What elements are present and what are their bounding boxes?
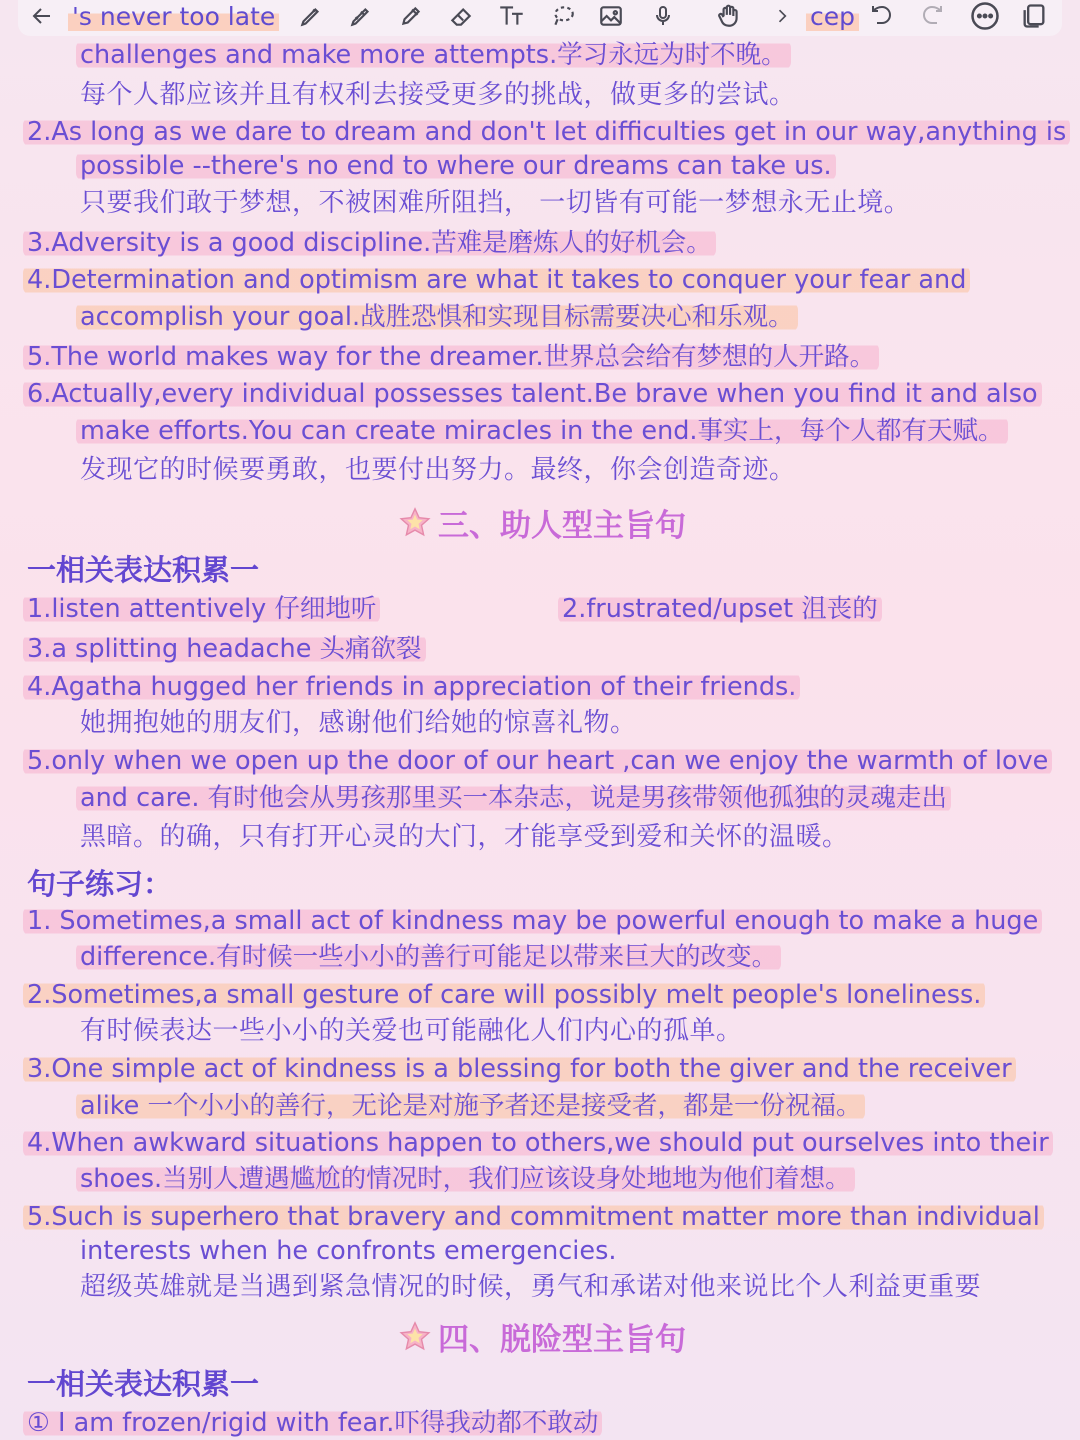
hand-icon[interactable] bbox=[712, 0, 746, 32]
note-line: 4.Agatha hugged her friends in appreciation of their friends. bbox=[27, 670, 800, 704]
more-icon[interactable] bbox=[966, 0, 1004, 32]
note-line: alike 一个小小的善行，无论是对施予者还是接受者，都是一份祝福。 bbox=[80, 1089, 865, 1123]
note-line: shoes.当别人遭遇尴尬的情况时，我们应该设身处地地为他们着想。 bbox=[80, 1162, 855, 1196]
note-line: 2.frustrated/upset 沮丧的 bbox=[562, 592, 882, 626]
note-line: 发现它的时候要勇敢，也要付出努力。最终，你会创造奇迹。 bbox=[80, 455, 796, 485]
back-arrow-icon[interactable] bbox=[26, 0, 58, 32]
note-line: 只要我们敢于梦想，不被困难所阻挡， 一切皆有可能一梦想永无止境。 bbox=[80, 188, 911, 218]
text-tool-icon[interactable] bbox=[494, 0, 530, 32]
toolbar bbox=[0, 0, 1080, 34]
chevron-right-icon[interactable] bbox=[768, 0, 796, 32]
section-title: 三、助人型主旨句 bbox=[398, 500, 686, 545]
expressions-heading: 一相关表达积累一 bbox=[27, 1367, 260, 1401]
note-line: 5.Such is superhero that bravery and commitment matter more than individual bbox=[27, 1200, 1044, 1234]
note-line: 有时候表达一些小小的关爱也可能融化人们内心的孤单。 bbox=[80, 1016, 743, 1046]
note-line: 2.As long as we dare to dream and don't let difficulties get in our way,anything is bbox=[27, 115, 1070, 149]
practice-heading: 句子练习： bbox=[27, 867, 173, 901]
note-line: 4.When awkward situations happen to others,we should put ourselves into their bbox=[27, 1126, 1053, 1160]
note-line: possible --there's no end to where our dreams can take us. bbox=[80, 149, 836, 183]
note-line: 超级英雄就是当遇到紧急情况的时候，勇气和承诺对他来说比个人利益更重要 bbox=[80, 1272, 982, 1302]
eraser-icon[interactable] bbox=[444, 0, 478, 32]
note-line: 每个人都应该并且有权利去接受更多的挑战，做更多的尝试。 bbox=[80, 80, 796, 110]
note-line: 3.Adversity is a good discipline.苦难是磨炼人的好机会。 bbox=[27, 226, 716, 260]
note-line: 1.listen attentively 仔细地听 bbox=[27, 592, 380, 626]
marker-icon[interactable] bbox=[344, 0, 378, 32]
image-icon[interactable] bbox=[594, 0, 628, 32]
highlighter-icon[interactable] bbox=[394, 0, 428, 32]
note-line: 5.only when we open up the door of our heart ,can we enjoy the warmth of love bbox=[27, 744, 1052, 778]
document-title-alt[interactable]: cep bbox=[806, 2, 859, 31]
note-line: 黑暗。的确，只有打开心灵的大门，才能享受到爱和关怀的温暖。 bbox=[80, 822, 849, 852]
note-line: make efforts.You can create miracles in the end.事实上，每个人都有天赋。 bbox=[80, 414, 1008, 448]
note-line: 2.Sometimes,a small gesture of care will possibly melt people's loneliness. bbox=[27, 978, 985, 1012]
note-line: challenges and make more attempts.学习永远为时不晚。 bbox=[80, 38, 791, 72]
section-title: 四、脱险型主旨句 bbox=[398, 1314, 686, 1359]
note-line: 4.Determination and optimism are what it takes to conquer your fear and bbox=[27, 263, 970, 297]
star-icon bbox=[398, 506, 432, 540]
microphone-icon[interactable] bbox=[646, 0, 680, 32]
note-line: accomplish your goal.战胜恐惧和实现目标需要决心和乐观。 bbox=[80, 300, 798, 334]
note-line: and care. 有时他会从男孩那里买一本杂志，说是男孩带领他孤独的灵魂走出 bbox=[80, 781, 951, 815]
undo-icon[interactable] bbox=[864, 0, 898, 32]
note-line: ① I am frozen/rigid with fear.吓得我动都不敢动 bbox=[27, 1406, 602, 1440]
note-line: difference.有时候一些小小的善行可能足以带来巨大的改变。 bbox=[80, 940, 781, 974]
note-line: 5.The world makes way for the dreamer.世界总会给有梦想的人开路。 bbox=[27, 340, 879, 374]
expressions-heading: 一相关表达积累一 bbox=[27, 553, 260, 587]
lasso-icon[interactable] bbox=[546, 0, 580, 32]
note-line: 1. Sometimes,a small act of kindness may be powerful enough to make a huge bbox=[27, 904, 1042, 938]
note-line: interests when he confronts emergencies. bbox=[80, 1236, 617, 1266]
pages-icon[interactable] bbox=[1016, 0, 1052, 32]
document-title[interactable]: 's never too late bbox=[68, 2, 279, 31]
note-line: 她拥抱她的朋友们，感谢他们给她的惊喜礼物。 bbox=[80, 708, 637, 738]
pencil-icon[interactable] bbox=[294, 0, 328, 32]
note-line: 3.a splitting headache 头痛欲裂 bbox=[27, 632, 426, 666]
star-icon bbox=[398, 1320, 432, 1354]
note-line: 6.Actually,every individual possesses talent.Be brave when you find it and also bbox=[27, 377, 1042, 411]
note-line: 3.One simple act of kindness is a blessing for both the giver and the receiver bbox=[27, 1052, 1016, 1086]
redo-icon[interactable] bbox=[916, 0, 950, 32]
